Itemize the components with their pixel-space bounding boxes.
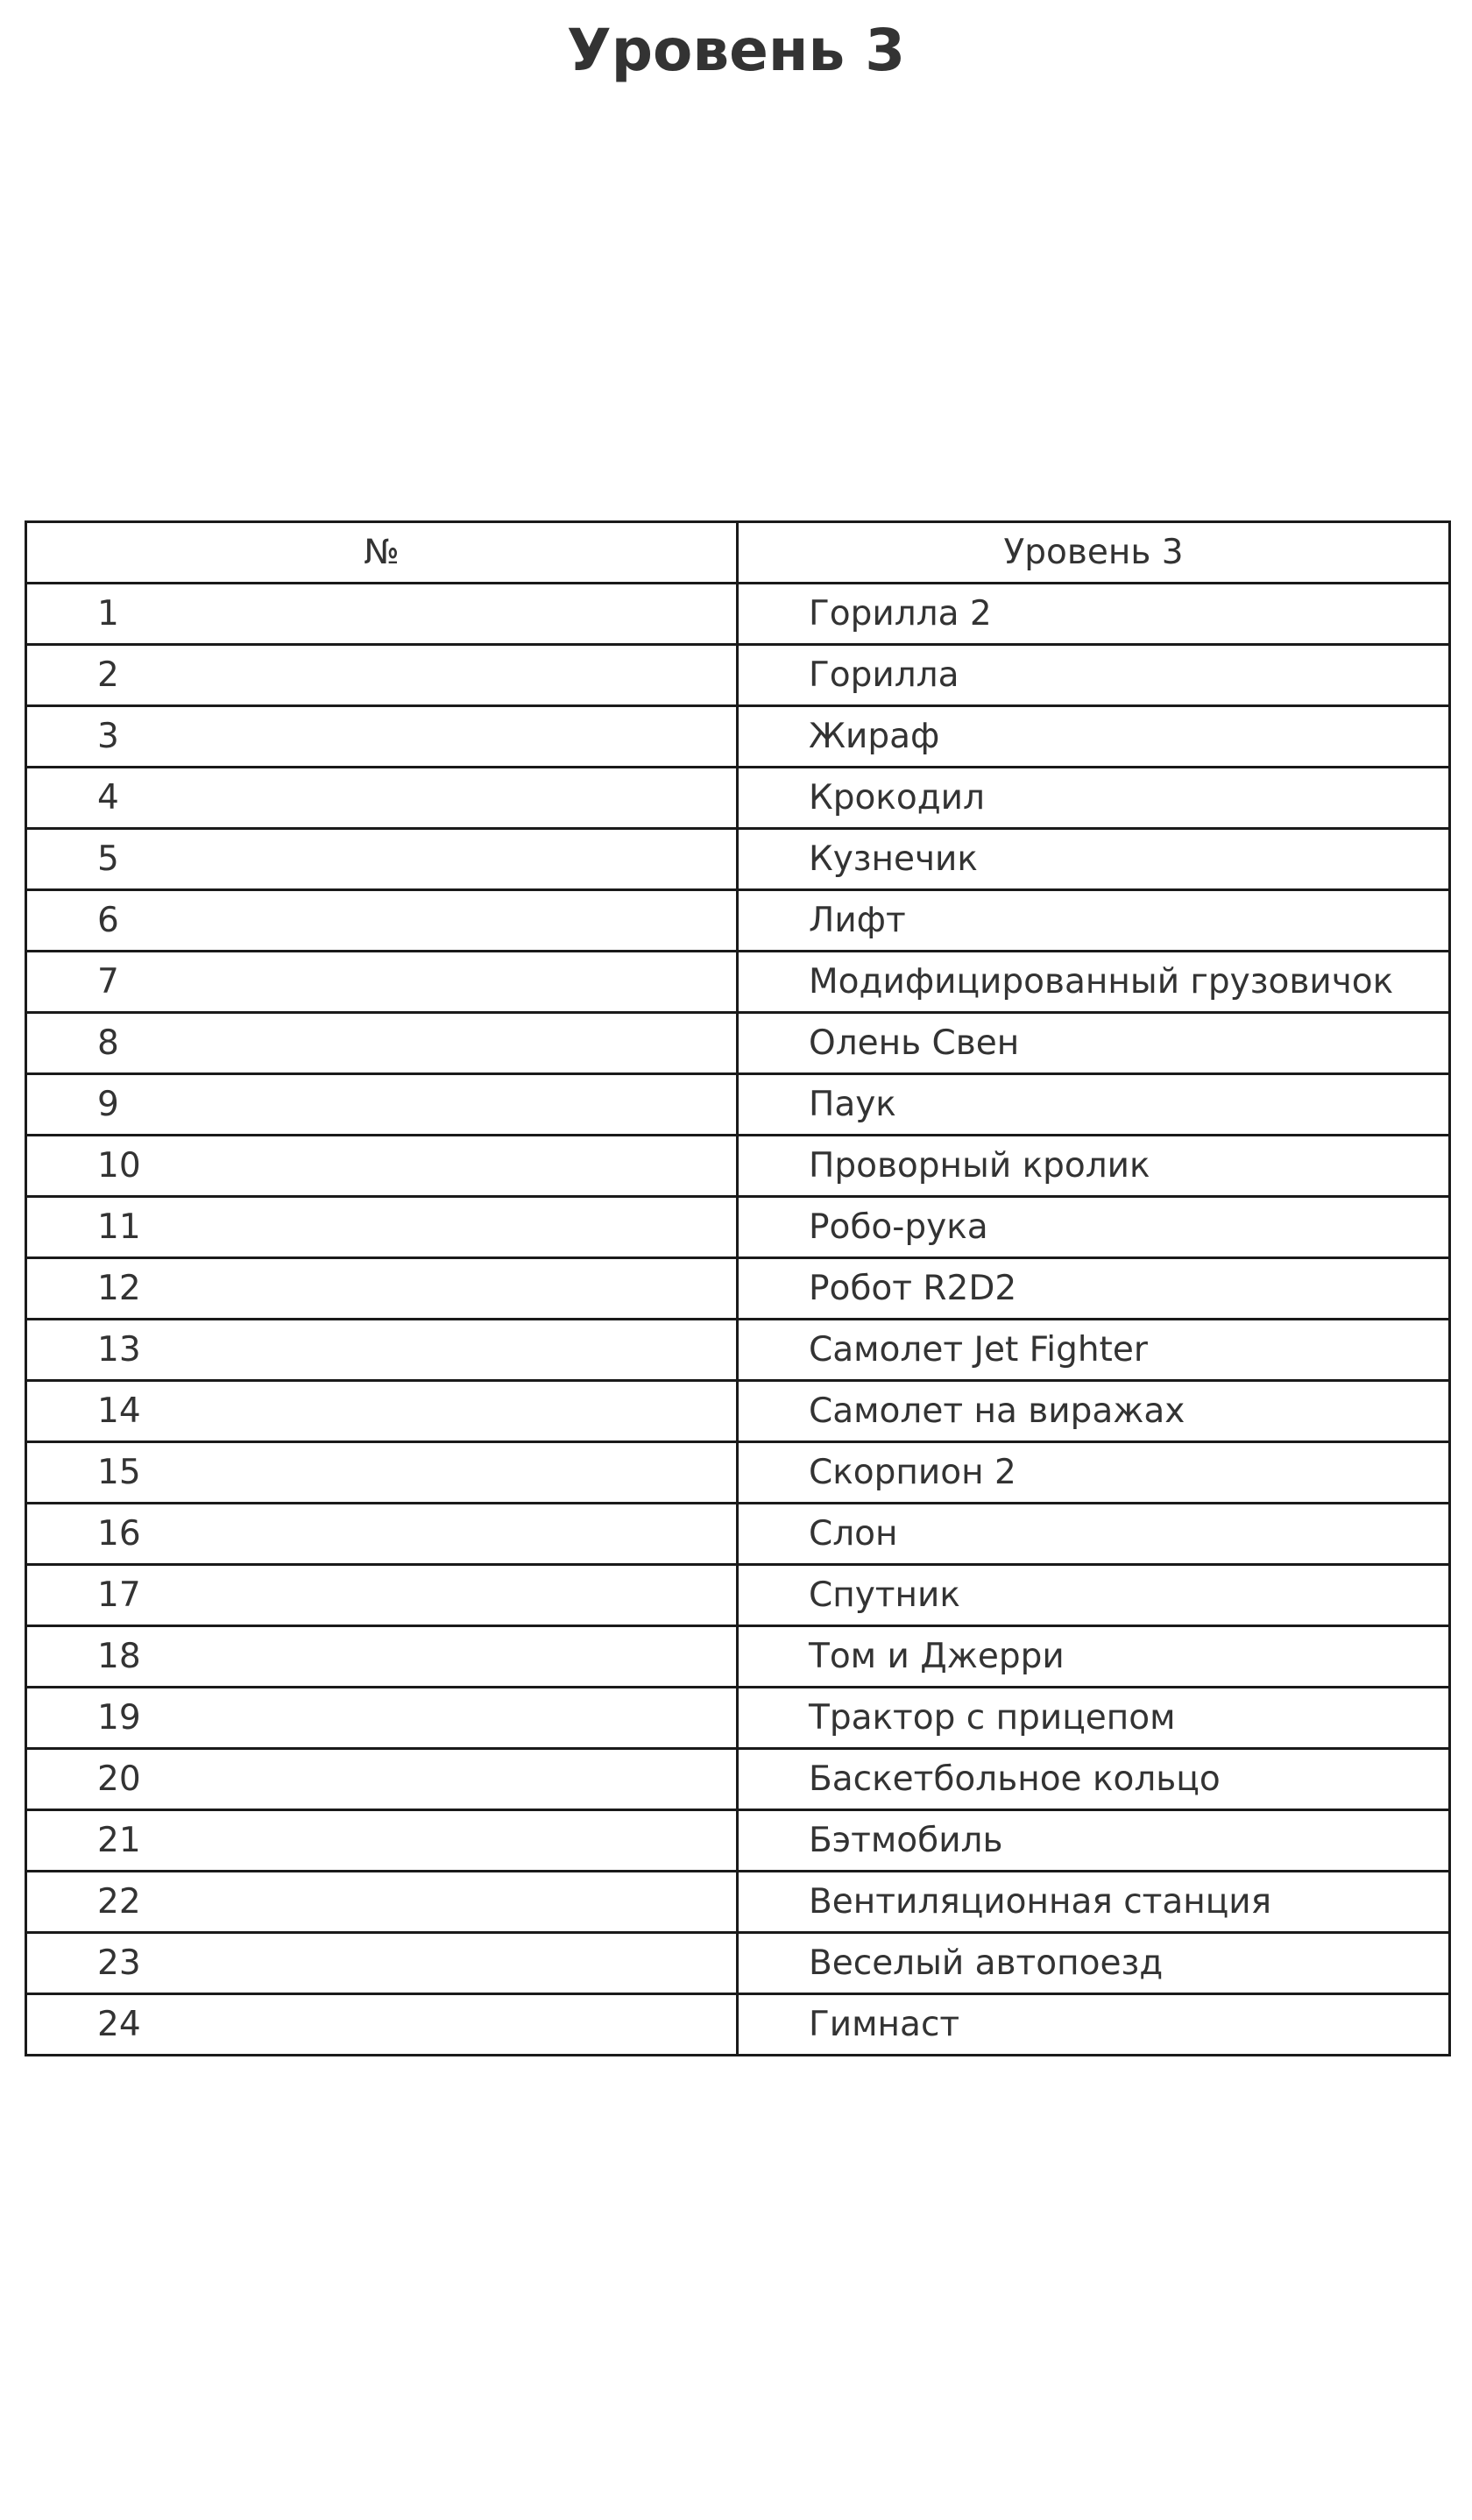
table-row bbox=[26, 1504, 1450, 1565]
row-model-name: Лифт bbox=[738, 890, 1450, 952]
row-number: 20 bbox=[26, 1749, 738, 1810]
row-model-name: Жираф bbox=[738, 706, 1450, 768]
row-model-name: Самолет на виражах bbox=[738, 1381, 1450, 1442]
table-row bbox=[26, 952, 1450, 1013]
table-row bbox=[26, 1810, 1450, 1872]
row-model-name: Паук bbox=[738, 1074, 1450, 1136]
row-number: 7 bbox=[26, 952, 738, 1013]
row-number: 15 bbox=[26, 1442, 738, 1504]
table-body bbox=[26, 584, 1450, 2056]
row-model-name: Горилла 2 bbox=[738, 584, 1450, 645]
table-row bbox=[26, 645, 1450, 706]
table-row bbox=[26, 1933, 1450, 1994]
table-row bbox=[26, 1381, 1450, 1442]
row-model-name: Горилла bbox=[738, 645, 1450, 706]
row-model-name: Том и Джерри bbox=[738, 1626, 1450, 1688]
row-model-name: Вентиляционная станция bbox=[738, 1872, 1450, 1933]
column-header-number: № bbox=[26, 522, 738, 584]
row-number: 21 bbox=[26, 1810, 738, 1872]
header-row bbox=[26, 522, 1450, 584]
row-number: 10 bbox=[26, 1136, 738, 1197]
levels-table bbox=[25, 520, 1451, 2056]
table-row bbox=[26, 1258, 1450, 1320]
row-number: 16 bbox=[26, 1504, 738, 1565]
row-number: 19 bbox=[26, 1688, 738, 1749]
row-number: 5 bbox=[26, 829, 738, 890]
table-row bbox=[26, 1994, 1450, 2056]
row-model-name: Крокодил bbox=[738, 768, 1450, 829]
table-header bbox=[26, 522, 1450, 584]
table-row bbox=[26, 706, 1450, 768]
row-number: 12 bbox=[26, 1258, 738, 1320]
row-number: 2 bbox=[26, 645, 738, 706]
row-number: 23 bbox=[26, 1933, 738, 1994]
row-model-name: Самолет Jet Fighter bbox=[738, 1320, 1450, 1381]
table-row bbox=[26, 1688, 1450, 1749]
row-number: 11 bbox=[26, 1197, 738, 1258]
table-row bbox=[26, 768, 1450, 829]
table-row bbox=[26, 890, 1450, 952]
row-number: 17 bbox=[26, 1565, 738, 1626]
row-model-name: Баскетбольное кольцо bbox=[738, 1749, 1450, 1810]
table-row bbox=[26, 1197, 1450, 1258]
table-row bbox=[26, 1320, 1450, 1381]
row-number: 13 bbox=[26, 1320, 738, 1381]
row-model-name: Слон bbox=[738, 1504, 1450, 1565]
row-number: 14 bbox=[26, 1381, 738, 1442]
table-row bbox=[26, 1074, 1450, 1136]
page-title: Уровень 3 bbox=[566, 17, 906, 84]
row-model-name: Кузнечик bbox=[738, 829, 1450, 890]
row-number: 24 bbox=[26, 1994, 738, 2056]
row-model-name: Олень Свен bbox=[738, 1013, 1450, 1074]
row-number: 9 bbox=[26, 1074, 738, 1136]
row-number: 8 bbox=[26, 1013, 738, 1074]
column-header-level: Уровень 3 bbox=[738, 522, 1450, 584]
row-model-name: Гимнаст bbox=[738, 1994, 1450, 2056]
table-row bbox=[26, 1749, 1450, 1810]
row-number: 1 bbox=[26, 584, 738, 645]
row-model-name: Скорпион 2 bbox=[738, 1442, 1450, 1504]
table-row bbox=[26, 1442, 1450, 1504]
row-number: 4 bbox=[26, 768, 738, 829]
row-model-name: Робо-рука bbox=[738, 1197, 1450, 1258]
row-model-name: Спутник bbox=[738, 1565, 1450, 1626]
row-model-name: Робот R2D2 bbox=[738, 1258, 1450, 1320]
table-row bbox=[26, 829, 1450, 890]
table-row bbox=[26, 1013, 1450, 1074]
row-model-name: Веселый автопоезд bbox=[738, 1933, 1450, 1994]
table-row bbox=[26, 1872, 1450, 1933]
table-row bbox=[26, 584, 1450, 645]
row-number: 6 bbox=[26, 890, 738, 952]
row-model-name: Проворный кролик bbox=[738, 1136, 1450, 1197]
row-model-name: Бэтмобиль bbox=[738, 1810, 1450, 1872]
row-number: 22 bbox=[26, 1872, 738, 1933]
table-row bbox=[26, 1565, 1450, 1626]
table-row bbox=[26, 1626, 1450, 1688]
row-number: 18 bbox=[26, 1626, 738, 1688]
row-model-name: Модифицированный грузовичок bbox=[738, 952, 1450, 1013]
table-row bbox=[26, 1136, 1450, 1197]
row-model-name: Трактор с прицепом bbox=[738, 1688, 1450, 1749]
row-number: 3 bbox=[26, 706, 738, 768]
